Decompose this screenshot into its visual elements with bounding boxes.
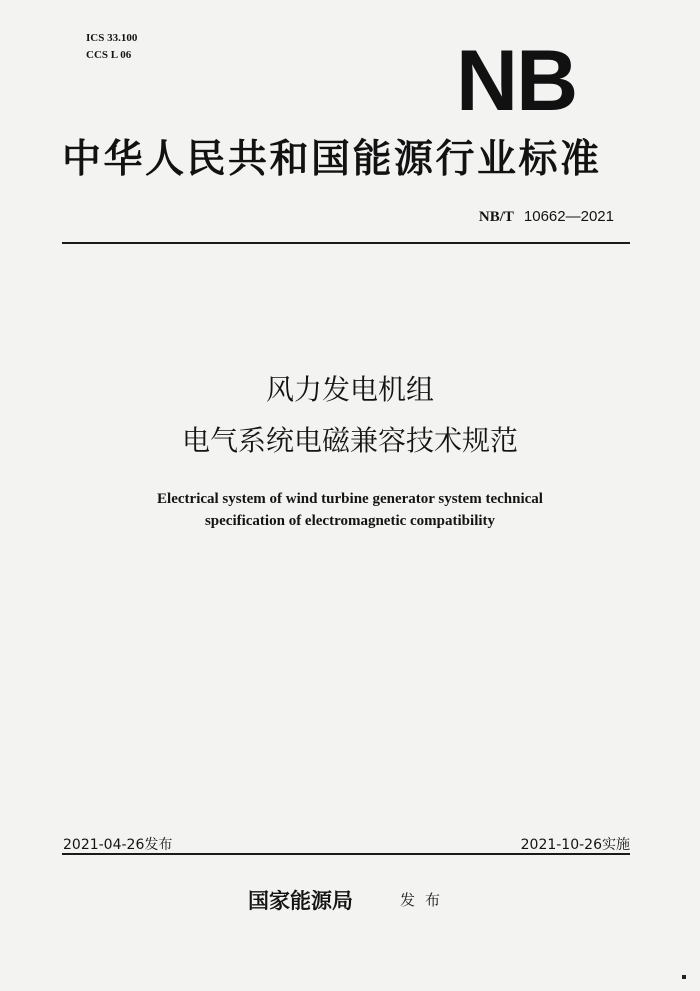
implementation-date: 2021-10-26实施 — [520, 837, 630, 853]
standard-number-prefix: NB/T — [478, 209, 514, 225]
top-divider — [62, 242, 630, 244]
nb-logo: NB — [456, 33, 577, 129]
ccs-code: CCS L 06 — [86, 49, 132, 61]
classification-codes — [86, 30, 137, 64]
english-title-line2: specification of electromagnetic compatibility — [204, 513, 496, 529]
ics-code: ICS 33.100 — [86, 32, 138, 44]
bottom-divider — [62, 853, 630, 855]
standard-number — [479, 207, 614, 226]
scan-mark — [682, 975, 686, 979]
issue-date: 2021-04-26发布 — [63, 837, 173, 853]
english-title — [0, 488, 700, 532]
chinese-title-line2: 电气系统电磁兼容技术规范 — [181, 424, 518, 457]
chinese-title-line1: 风力发电机组 — [265, 373, 434, 406]
standard-number-value: 10662—2021 — [523, 208, 614, 225]
publisher-name: 国家能源局 — [248, 888, 353, 913]
publish-label: 发布 — [400, 891, 451, 909]
english-title-line1: Electrical system of wind turbine generator system technical — [157, 491, 543, 507]
standard-type-heading: 中华人民共和国能源行业标准 — [62, 136, 602, 182]
